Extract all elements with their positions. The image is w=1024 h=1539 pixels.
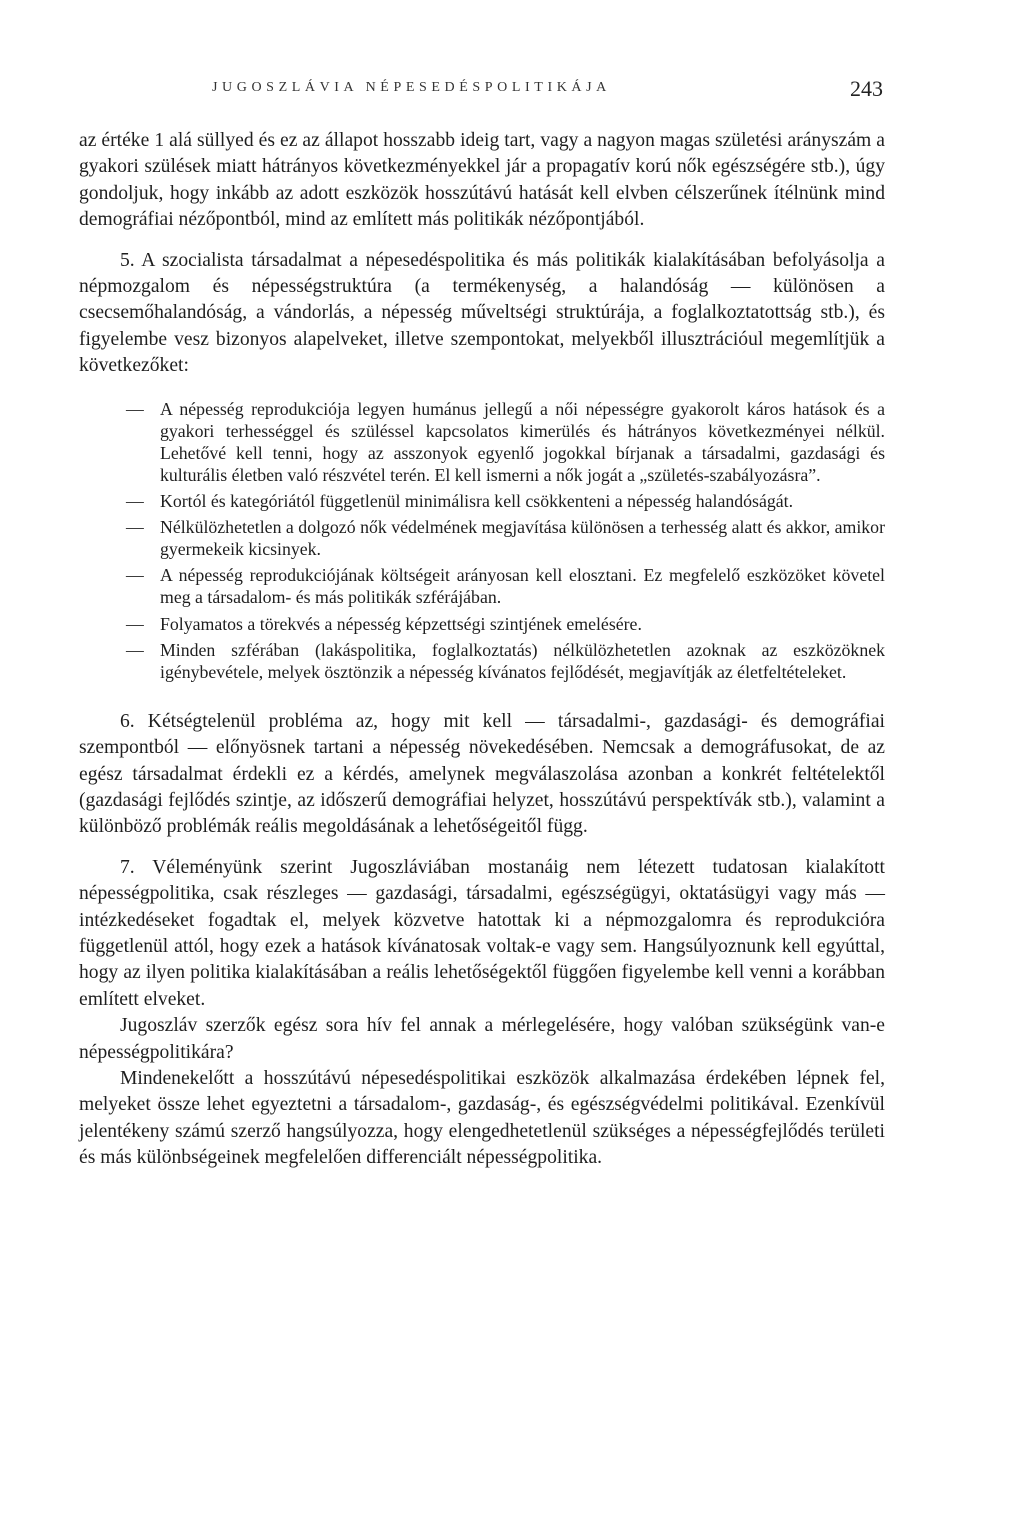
list-item-text: A népesség reprodukciójának költségeit arányosan kell elosztani. Ez megfelelő eszközöket követel meg a társadalom- és más politikák szférájában. bbox=[160, 565, 885, 608]
list-dash: — bbox=[126, 398, 144, 419]
list-item bbox=[79, 613, 885, 635]
list-item-text: A népesség reprodukciója legyen humánus jellegű a női népességre gyakorolt káros hatások és a gyakori terhességgel és szüléssel kapcsolatos kimerülés és hátrányos következményei nélkül. Lehetővé kell tenni, hogy az asszonyok egyenlő jogokkal bírjanak a társadalmi, gazdasági és kulturális életben való részvétel terén. El kell ismerni a nők jogát a „születés-szabályozásra”. bbox=[160, 398, 885, 485]
list-item bbox=[79, 398, 885, 486]
paragraph-long-term: Mindenekelőtt a hosszútávú népesedéspolitikai eszközök alkalmazása érdekében lépnek fel, melyeket össze lehet egyeztetni a társadalom-, gazdaság-, és egészségvédelmi politikával. Ezenkívül jelentékeny számú szerző hangsúlyozza, hogy elengedhetetlenül szükséges a népességfejlődés területi és más különbségeinek megfelelően differenciált népességpolitika. bbox=[79, 1068, 885, 1169]
list-item bbox=[79, 639, 885, 683]
list-item bbox=[79, 516, 885, 560]
page-number: 243 bbox=[850, 76, 883, 101]
running-header bbox=[79, 76, 885, 106]
list-dash: — bbox=[126, 491, 144, 512]
list-item-text: Folyamatos a törekvés a népesség képzettségi szintjének emelésére. bbox=[160, 613, 642, 634]
list-item bbox=[79, 490, 885, 512]
paragraph-authors: Jugoszláv szerzők egész sora hív fel annak a mérlegelésére, hogy valóban szükségünk van-e népességpolitikára? bbox=[79, 1015, 885, 1063]
list-dash: — bbox=[126, 639, 144, 660]
list-dash: — bbox=[126, 565, 144, 586]
list-item bbox=[79, 564, 885, 608]
list-dash: — bbox=[126, 517, 144, 538]
list-item-text: Kortól és kategóriától függetlenül minimálisra kell csökkenteni a népesség halandóságát. bbox=[160, 491, 794, 512]
paragraph-continuation: az értéke 1 alá süllyed és ez az állapot hosszabb ideig tart, vagy a nagyon magas születési arányszám a gyakori szülések miatt hátrányos következményekkel jár a propagatív korú nők egészségére stb.), úgy gondoljuk, hogy inkább az adott eszközök hosszútávú hatását kell elvben célszerűnek ítélnünk mind demográfiai nézőpontból, mind az említett más politikák nézőpontjából. bbox=[79, 130, 885, 231]
running-header-title: JUGOSZLÁVIA NÉPESEDÉSPOLITIKÁJA bbox=[212, 80, 611, 95]
paragraph-section-7: 7. Véleményünk szerint Jugoszláviában mostanáig nem létezett tudatosan kialakított népességpolitika, csak részleges — gazdasági, társadalmi, egészségügyi, oktatásügyi vagy más — intézkedéseket fogadtak el, melyek közvetve hatottak ki a népmozgalomra és reprodukcióra függetlenül attól, hogy ezek a hatások kívánatosak voltak-e vagy sem. Hangsúlyoznunk kell egyúttal, hogy az ilyen politika kialakításában a reális lehetőségektől függően figyelembe kell venni a korábban említett elveket. bbox=[79, 856, 885, 1010]
list-item-text: Nélkülözhetetlen a dolgozó nők védelmének megjavítása különösen a terhesség alatt és akkor, amikor gyermekeik kicsinyek. bbox=[160, 517, 885, 560]
body-text bbox=[79, 128, 885, 1172]
paragraph-section-6: 6. Kétségtelenül probléma az, hogy mit kell — társadalmi-, gazdasági- és demográfiai szempontból — előnyösnek tartani a népesség növekedésében. Nemcsak a demográfusokat, de az egész társadalmat érdekli ez a kérdés, amelynek megválaszolása azonban a konkrét feltételektől (gazdasági fejlődés szintje, az időszerű demográfiai helyzet, hosszútávú perspektívák stb.), valamint a különböző problémák reális megoldásának a lehetőségeitől függ. bbox=[79, 710, 885, 838]
paragraph-section-5: 5. A szocialista társadalmat a népesedéspolitika és más politikák kialakításában befolyásolja a népmozgalom és népességstruktúra (a termékenység, a halandóság — különösen a csecsemőhalandóság, a vándorlás, a népesség műveltségi struktúrája, a foglalkoztatottság stb.), és figyelembe vesz bizonyos alapelveket, illetve szempontokat, melyekből illusztrációul megemlítjük a következőket: bbox=[79, 249, 885, 377]
principles-list bbox=[79, 398, 885, 683]
list-item-text: Minden szférában (lakáspolitika, foglalkoztatás) nélkülözhetetlen azoknak az eszközöknek igénybevétele, melyek ösztönzik a népesség kívánatos fejlődését, megjavítják az életfeltételeket. bbox=[160, 639, 885, 682]
list-dash: — bbox=[126, 613, 144, 634]
